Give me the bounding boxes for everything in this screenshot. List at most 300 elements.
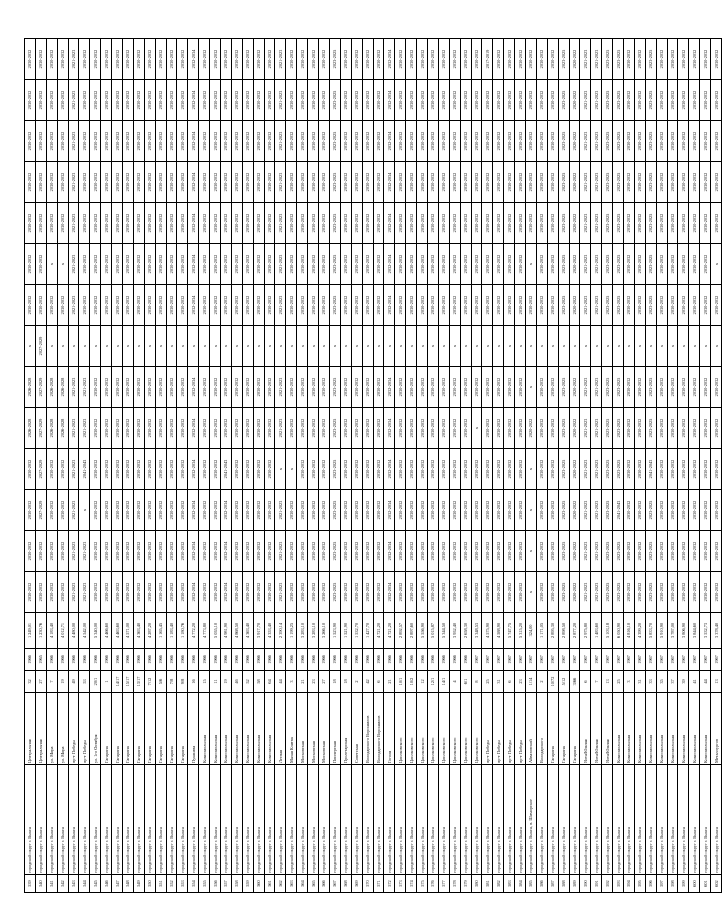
table-cell: 2030-2032 (536, 121, 547, 162)
table-cell: 2021-2023 (79, 531, 90, 572)
table-cell: 2030-2032 (166, 162, 177, 203)
table-row (199, 39, 210, 893)
table-row (634, 39, 645, 893)
table-cell: 2030-2032 (308, 121, 319, 162)
table-cell: 2030-2032 (460, 121, 471, 162)
table-cell: 2021-2023 (580, 162, 591, 203)
table-row (700, 39, 711, 893)
table-cell: 2030-2032 (515, 244, 526, 285)
table-cell: 2030-2032 (210, 203, 221, 244)
table-cell: 1966 (144, 649, 155, 671)
table-cell: 2030-2032 (373, 367, 384, 408)
table-cell: 2030-2032 (253, 80, 264, 121)
table-cell: 541 (46, 875, 57, 893)
table-cell: x (580, 326, 591, 367)
table-cell: 2021-2023 (275, 285, 286, 326)
table-cell: 2030-2032 (101, 531, 112, 572)
table-cell: Циолковского (460, 693, 471, 765)
table-cell: городской округ г. Выкса (449, 765, 460, 875)
table-row (515, 39, 526, 893)
table-row (275, 39, 286, 893)
table-cell: x (286, 449, 297, 490)
table-cell: 2030-2032 (231, 531, 242, 572)
table-cell: 2030-2032 (427, 39, 438, 80)
table-cell: 2030-2032 (504, 162, 515, 203)
table-cell: городской округ г. Выкса (242, 765, 253, 875)
table-cell: 19 (57, 671, 68, 693)
table-cell: 2030-2032 (123, 449, 134, 490)
table-cell: 2030-2032 (536, 490, 547, 531)
table-cell: Гагарина (133, 693, 144, 765)
table-cell: 2030-2032 (286, 531, 297, 572)
table-cell: 14/1 (438, 671, 449, 693)
table-cell: 1967 (602, 649, 613, 671)
table-cell: 2030-2032 (482, 572, 493, 613)
table-cell: 2021-2023 (275, 408, 286, 449)
table-cell: 2030-2032 (210, 490, 221, 531)
table-cell: 2023-2025 (613, 408, 624, 449)
table-cell: 2030-2032 (340, 39, 351, 80)
table-cell: Московская (297, 693, 308, 765)
table-cell: 2030-2032 (177, 449, 188, 490)
table-cell: 2026-2028 (46, 408, 57, 449)
table-cell: 2030-2032 (35, 531, 46, 572)
table-cell: 2030-2032 (471, 367, 482, 408)
table-cell: 2030-2032 (427, 121, 438, 162)
table-cell: 2030-2032 (417, 449, 428, 490)
table-row (471, 39, 482, 893)
table-cell: 2030-2032 (210, 285, 221, 326)
table-cell: 4 463,60 (112, 613, 123, 649)
table-cell: 4 353,40 (264, 613, 275, 649)
table-cell: 2030-2032 (297, 367, 308, 408)
table-cell: 2030-2032 (101, 490, 112, 531)
table-cell: 2 975,80 (580, 613, 591, 649)
table-cell: 1966 (112, 649, 123, 671)
table-cell: Комсомольская (623, 693, 634, 765)
table-cell: 2030-2032 (395, 531, 406, 572)
table-cell: 2023-2025 (602, 244, 613, 285)
table-cell: 5 833,70 (645, 613, 656, 649)
table-row (711, 39, 722, 893)
table-cell: 2030-2032 (406, 490, 417, 531)
table-cell: 2030-2032 (449, 285, 460, 326)
table-cell: 2030-2032 (57, 449, 68, 490)
table-cell: 2030-2032 (460, 531, 471, 572)
table-cell: 2023-2025 (645, 408, 656, 449)
table-cell: 2030-2032 (112, 39, 123, 80)
table-cell: 2030-2032 (133, 449, 144, 490)
table-cell: 2030-2032 (297, 203, 308, 244)
table-cell: 2030-2032 (319, 285, 330, 326)
table-cell: 552 (166, 875, 177, 893)
table-cell: городской округ г. Выкса (406, 765, 417, 875)
table-cell: 2030-2032 (395, 244, 406, 285)
table-cell: 2030-2032 (221, 203, 232, 244)
table-row (417, 39, 428, 893)
table-cell: 2030-2032 (438, 39, 449, 80)
table-cell: 2017-2019 (482, 39, 493, 80)
table-cell: 2032-2034 (384, 531, 395, 572)
table-cell: 2030-2032 (711, 285, 722, 326)
table-cell: Комсомольская (253, 693, 264, 765)
table-cell: 2030-2032 (373, 121, 384, 162)
table-cell: 2030-2032 (438, 408, 449, 449)
table-cell: 12 (417, 671, 428, 693)
table-cell: 550 (144, 875, 155, 893)
table-cell: 2030-2032 (166, 80, 177, 121)
table-cell: 563 (286, 875, 297, 893)
table-cell: 2030-2032 (373, 244, 384, 285)
table-cell: 2030-2032 (123, 80, 134, 121)
table-cell: 2030-2032 (711, 80, 722, 121)
table-cell: 2030-2032 (623, 244, 634, 285)
table-cell: Володарского (536, 693, 547, 765)
table-cell: 10/2 (406, 671, 417, 693)
table-cell: 2032-2034 (188, 367, 199, 408)
table-cell: 2030-2032 (515, 203, 526, 244)
table-cell: 2030-2032 (656, 203, 667, 244)
table-cell: 2030-2032 (319, 203, 330, 244)
table-cell: 2030-2032 (667, 367, 678, 408)
table-cell: 1966 (373, 649, 384, 671)
table-cell: 2 898,50 (558, 613, 569, 649)
table-cell: 2030-2032 (373, 408, 384, 449)
table-cell: 25 (613, 671, 624, 693)
table-cell: 2032-2034 (188, 531, 199, 572)
table-cell: 3 806,90 (678, 613, 689, 649)
table-cell: 2030-2032 (308, 490, 319, 531)
table-cell: 2027-2029 (35, 326, 46, 367)
table-cell: 2030-2032 (210, 408, 221, 449)
table-cell: 2041-2043 (221, 449, 232, 490)
table-cell: 2027-2029 (35, 449, 46, 490)
table-cell: 2021-2023 (275, 367, 286, 408)
table-cell: 2030-2032 (373, 285, 384, 326)
table-cell: x (112, 326, 123, 367)
table-cell: 5 015,87 (427, 613, 438, 649)
table-cell: Комсомольская (210, 693, 221, 765)
table-row (656, 39, 667, 893)
table-cell: 2030-2032 (319, 244, 330, 285)
table-cell: x (188, 326, 199, 367)
table-cell: 2032-2034 (188, 449, 199, 490)
table-cell: 2030-2032 (406, 162, 417, 203)
table-cell: 2030-2032 (689, 367, 700, 408)
table-cell: Гагарина (177, 693, 188, 765)
table-cell: 2030-2032 (199, 39, 210, 80)
table-cell: 2030-2032 (35, 572, 46, 613)
table-cell: 2030-2032 (438, 285, 449, 326)
table-cell: 2030-2032 (112, 244, 123, 285)
table-cell: 2023-2025 (613, 572, 624, 613)
table-cell: 2030-2032 (711, 449, 722, 490)
table-cell: 2030-2032 (678, 531, 689, 572)
table-cell: 2030-2032 (133, 572, 144, 613)
table-cell: 2030-2032 (177, 203, 188, 244)
table-cell: 573 (395, 875, 406, 893)
table-cell: x (177, 326, 188, 367)
table-cell: 1 183,40 (166, 613, 177, 649)
table-row (79, 39, 90, 893)
table-cell: 2030-2032 (90, 449, 101, 490)
table-cell: 2023-2025 (613, 162, 624, 203)
table-cell: 2030-2032 (482, 203, 493, 244)
table-cell: 2030-2032 (123, 531, 134, 572)
table-cell: 2023-2025 (613, 449, 624, 490)
table-cell: 2023-2025 (613, 531, 624, 572)
table-cell: 1966 (264, 649, 275, 671)
table-cell: Комсомольская (199, 693, 210, 765)
table-cell: 2030-2032 (253, 121, 264, 162)
table-cell: 2023-2025 (329, 162, 340, 203)
table-cell: 2030-2032 (35, 121, 46, 162)
table-cell: x (57, 326, 68, 367)
table-cell: 2030-2032 (656, 408, 667, 449)
table-cell: 2030-2032 (678, 121, 689, 162)
table-cell: 2030-2032 (112, 490, 123, 531)
table-cell: 595 (634, 875, 645, 893)
table-cell: 2030-2032 (656, 80, 667, 121)
table-cell: 2030-2032 (536, 531, 547, 572)
table-cell: 1966 (438, 649, 449, 671)
table-cell: 2021-2023 (591, 162, 602, 203)
table-cell: 2030-2032 (700, 449, 711, 490)
table-cell: 1966 (242, 649, 253, 671)
table-cell: 2030-2032 (700, 162, 711, 203)
table-cell: 2030-2032 (319, 367, 330, 408)
table-cell: 44 (275, 671, 286, 693)
table-cell: 4 721,20 (384, 613, 395, 649)
table-cell: 2030-2032 (700, 244, 711, 285)
table-cell: 2030-2032 (689, 285, 700, 326)
table-cell: 543 (68, 875, 79, 893)
table-cell: 2032-2034 (188, 203, 199, 244)
table-cell: 2032-2034 (188, 121, 199, 162)
table-cell: 2030-2032 (547, 80, 558, 121)
table-cell: 2023-2025 (602, 367, 613, 408)
table-cell: 2030-2032 (166, 121, 177, 162)
table-cell: 2021-2023 (591, 203, 602, 244)
table-cell: 2030-2032 (525, 39, 536, 80)
table-cell: 2030-2032 (144, 285, 155, 326)
table-cell: 2030-2032 (57, 490, 68, 531)
table-cell: x (558, 326, 569, 367)
table-cell: 2030-2032 (155, 531, 166, 572)
table-cell: 2030-2032 (547, 531, 558, 572)
table-cell: 2021-2023 (591, 80, 602, 121)
table-cell: 2023-2025 (602, 285, 613, 326)
table-cell: 2030-2032 (144, 367, 155, 408)
table-cell: 1966 (123, 649, 134, 671)
table-cell: Комсомольская (242, 693, 253, 765)
table-cell: 2023-2025 (558, 408, 569, 449)
table-cell: 2030-2032 (536, 80, 547, 121)
table-cell: 2030-2032 (90, 572, 101, 613)
table-cell: 7 (591, 671, 602, 693)
table-cell: 2030-2032 (90, 490, 101, 531)
table-cell: 2030-2032 (166, 490, 177, 531)
table-cell: 4 287,20 (144, 613, 155, 649)
table-cell: 2021-2023 (591, 121, 602, 162)
table-cell: 2030-2032 (536, 203, 547, 244)
table-cell: 2030-2032 (700, 367, 711, 408)
housing-repair-schedule-table (24, 38, 722, 893)
table-cell: 2023-2025 (329, 408, 340, 449)
table-cell: 2030-2032 (242, 121, 253, 162)
table-cell: 2030-2032 (231, 39, 242, 80)
table-cell: 2032-2034 (384, 203, 395, 244)
table-cell: 2021-2023 (591, 572, 602, 613)
table-cell: Циолковского (438, 693, 449, 765)
table-cell: x (667, 326, 678, 367)
table-cell: 2030-2032 (547, 490, 558, 531)
table-cell: 2030-2032 (362, 39, 373, 80)
table-cell: 2030-2032 (373, 203, 384, 244)
table-cell: 2030-2032 (46, 39, 57, 80)
table-cell: 1966 (275, 649, 286, 671)
table-cell: 2026-2028 (57, 367, 68, 408)
table-cell: 577 (438, 875, 449, 893)
table-cell: 2023-2025 (602, 121, 613, 162)
table-cell: 2026-2028 (57, 408, 68, 449)
table-cell: x (493, 326, 504, 367)
table-cell: 2030-2032 (438, 80, 449, 121)
table-cell: 2021-2023 (275, 39, 286, 80)
table-cell: 1966 (297, 649, 308, 671)
table-cell: 42 (362, 671, 373, 693)
table-cell: 584 (515, 875, 526, 893)
table-cell: 2030-2032 (493, 39, 504, 80)
table-cell: 2030-2032 (493, 121, 504, 162)
table-cell: 2030-2032 (689, 572, 700, 613)
table-cell: 2030-2032 (493, 572, 504, 613)
table-cell: городской округ г. Выкса (90, 765, 101, 875)
table-cell: 2030-2032 (123, 572, 134, 613)
table-cell: 19 (221, 671, 232, 693)
table-cell: 2030-2032 (634, 408, 645, 449)
table-cell: 2023-2025 (602, 39, 613, 80)
table-cell: 2030-2032 (340, 162, 351, 203)
table-cell: 1 199,25 (286, 613, 297, 649)
table-cell: 2021-2023 (275, 531, 286, 572)
table-row (558, 39, 569, 893)
table-cell: 546 (101, 875, 112, 893)
table-cell: x (602, 326, 613, 367)
table-cell: 16 (188, 671, 199, 693)
table-cell: 2032-2034 (384, 490, 395, 531)
table-cell: 2030-2032 (308, 162, 319, 203)
table-cell: 2030-2032 (471, 244, 482, 285)
table-cell: 2027-2029 (35, 408, 46, 449)
table-cell: Ялта/Южная (580, 693, 591, 765)
table-cell: 2021-2023 (591, 490, 602, 531)
table-cell: городской округ г. Выкса (166, 765, 177, 875)
table-cell: 2030-2032 (667, 490, 678, 531)
table-cell: x (406, 326, 417, 367)
table-cell: 2030-2032 (177, 121, 188, 162)
table-cell: 2030-2032 (166, 408, 177, 449)
table-cell: городской округ г. Выкса (504, 765, 515, 875)
table-cell: 2030-2032 (264, 80, 275, 121)
table-cell: 2021-2023 (68, 121, 79, 162)
table-cell: 2030-2032 (634, 162, 645, 203)
table-cell: 1 521,90 (340, 613, 351, 649)
table-cell: 2030-2032 (286, 572, 297, 613)
table-cell: 2030-2032 (57, 39, 68, 80)
table-cell: 556 (210, 875, 221, 893)
table-cell: 544 (79, 875, 90, 893)
table-cell: 2030-2032 (689, 244, 700, 285)
table-cell: 2030-2032 (417, 80, 428, 121)
table-cell: 2030-2032 (362, 203, 373, 244)
table-cell: 2030-2032 (25, 572, 36, 613)
table-cell: 2030-2032 (199, 162, 210, 203)
table-cell: 2032-2034 (384, 244, 395, 285)
table-cell: 2030-2032 (199, 572, 210, 613)
table-cell: 2032-2034 (188, 80, 199, 121)
table-cell: 2030-2032 (242, 449, 253, 490)
table-cell: 1967 (591, 649, 602, 671)
table-cell: 2030-2032 (264, 285, 275, 326)
table-cell: 2021-2023 (591, 244, 602, 285)
table-cell: 2030-2032 (155, 449, 166, 490)
table-cell: x (525, 367, 536, 408)
table-cell: 2030-2032 (395, 408, 406, 449)
table-cell: 2030-2032 (449, 203, 460, 244)
table-cell: 2030-2032 (46, 162, 57, 203)
table-cell: 1966 (188, 649, 199, 671)
table-cell: 3 844,60 (689, 613, 700, 649)
table-cell: 2030-2032 (46, 572, 57, 613)
table-cell: 2030-2032 (242, 80, 253, 121)
table-cell: 2021-2023 (68, 39, 79, 80)
table-cell: 2030-2032 (438, 572, 449, 613)
table-cell: 2030-2032 (711, 203, 722, 244)
table-cell: 2030-2032 (253, 285, 264, 326)
table-cell: 2030-2032 (515, 572, 526, 613)
table-cell: x (275, 449, 286, 490)
table-cell: 2030-2032 (623, 449, 634, 490)
table-cell: городской округ г. Выкса (384, 765, 395, 875)
table-cell: 2030-2032 (449, 121, 460, 162)
table-row (406, 39, 417, 893)
table-cell: 7/12 (144, 671, 155, 693)
table-cell: 2023-2025 (602, 449, 613, 490)
table-row (123, 39, 134, 893)
table-cell: 1 249,01 (25, 613, 36, 649)
table-cell: 2021-2023 (68, 203, 79, 244)
table-cell: 2030-2032 (493, 490, 504, 531)
table-cell: 2030-2032 (155, 244, 166, 285)
table-cell: 2030-2032 (351, 285, 362, 326)
table-cell: 35 (656, 671, 667, 693)
table-cell: 2030-2032 (406, 203, 417, 244)
table-cell: 2030-2032 (297, 572, 308, 613)
table-cell: 1 427,70 (362, 613, 373, 649)
table-cell: Циолковского (471, 693, 482, 765)
table-cell: 13 (602, 671, 613, 693)
table-cell: 5/12 (558, 671, 569, 693)
table-cell: 2030-2032 (362, 408, 373, 449)
table-cell: 2030-2032 (482, 162, 493, 203)
table-cell: 2030-2032 (242, 39, 253, 80)
table-cell: 2030-2032 (536, 244, 547, 285)
table-cell: 2030-2032 (351, 203, 362, 244)
table-cell: 2030-2032 (166, 285, 177, 326)
table-cell: x (384, 326, 395, 367)
table-cell: 2030-2032 (678, 244, 689, 285)
